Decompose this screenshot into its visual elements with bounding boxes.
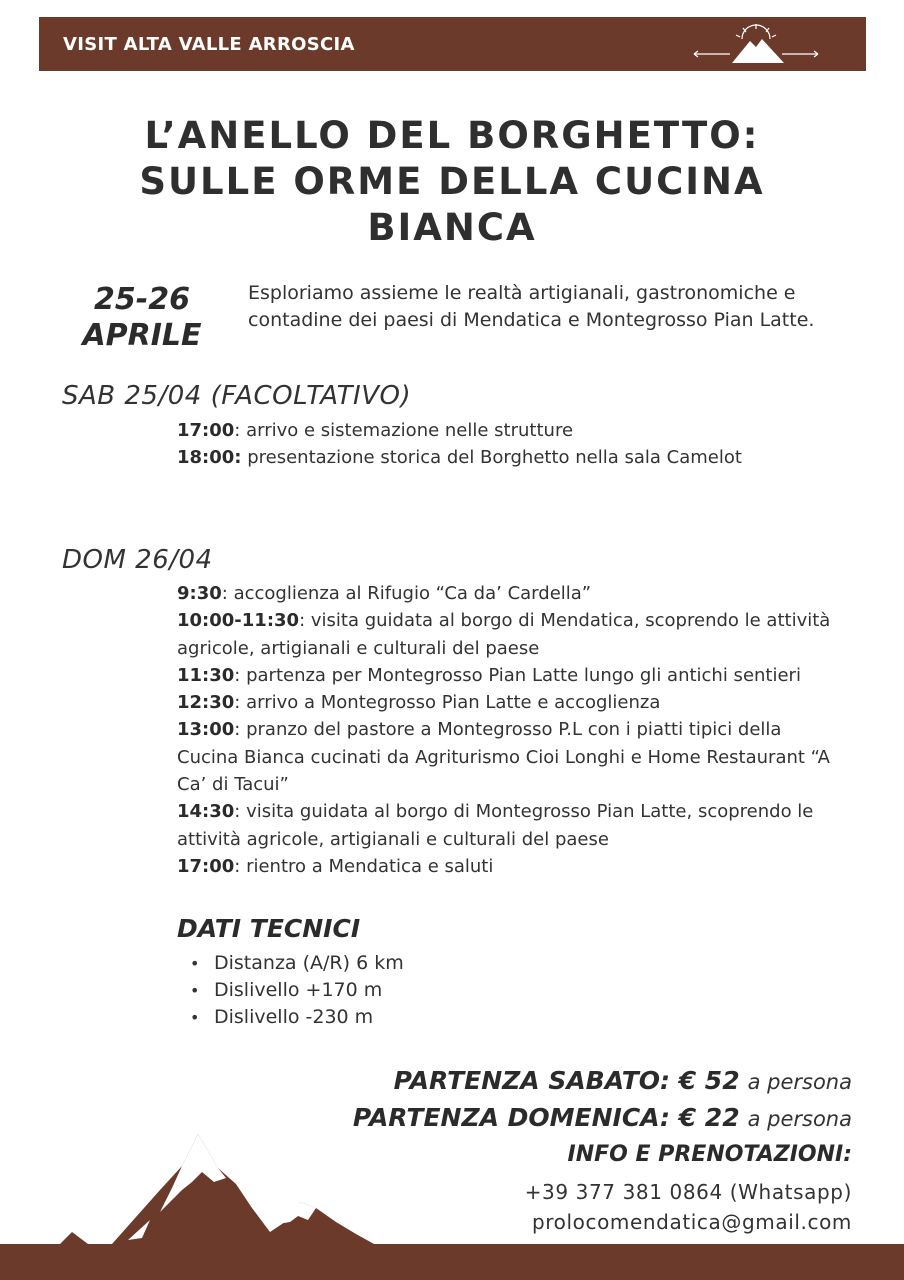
schedule-item [177, 607, 847, 662]
schedule-item [177, 798, 847, 853]
schedule-time: 14:30 [177, 801, 235, 823]
schedule-time: 12:30 [177, 692, 235, 714]
title-line: BIANCA [367, 206, 537, 249]
schedule-item [177, 662, 847, 689]
schedule-time: 10:00-11:30 [177, 610, 300, 632]
schedule-item [177, 689, 847, 716]
saturday-title: SAB 25/04 (FACOLTATIVO) [62, 381, 412, 411]
schedule-time: 17:00 [177, 855, 235, 877]
schedule-time: 11:30 [177, 664, 235, 686]
schedule-text: : partenza per Montegrosso Pian Latte lungo gli antichi sentieri [234, 664, 801, 686]
header-banner [39, 17, 866, 71]
schedule-item [177, 580, 847, 607]
intro-text: Esploriamo assieme le realtà artigianali, gastronomiche e contadine dei paesi di Mendatica e Montegrosso Pian Latte. [248, 282, 815, 331]
sunday-schedule [177, 580, 847, 880]
mountains-illustration-icon [0, 1128, 904, 1280]
page-title [80, 113, 824, 251]
title-line: L’ANELLO DEL BORGHETTO: [144, 114, 760, 157]
tech-item: • Distanza (A/R) 6 km [190, 950, 404, 977]
schedule-item [177, 444, 847, 471]
schedule-time: 9:30 [177, 583, 222, 604]
schedule-text: : accoglienza al Rifugio “Ca da’ Cardella” [221, 583, 592, 604]
header-title: VISIT ALTA VALLE ARROSCIA [63, 34, 355, 55]
schedule-text: : visita guidata al borgo di Mendatica, scoprendo le attività agricole, artigianali e culturali del paese [177, 610, 831, 659]
sunday-title: DOM 26/04 [62, 545, 213, 575]
contact-phone[interactable]: +39 377 381 0864 (Whatsapp) [524, 1180, 852, 1204]
schedule-time: 13:00 [177, 719, 235, 741]
info-title: INFO E PRENOTAZIONI: [567, 1142, 852, 1167]
price-unit: a persona [747, 1107, 852, 1131]
price-saturday [394, 1066, 852, 1095]
saturday-schedule [177, 417, 847, 472]
price-label: PARTENZA DOMENICA: € 22 [352, 1103, 740, 1132]
date-month: APRILE [82, 318, 202, 353]
schedule-time: 17:00 [177, 420, 235, 441]
schedule-item [177, 417, 847, 444]
schedule-item [177, 716, 847, 798]
tech-item: • Dislivello -230 m [190, 1004, 404, 1031]
schedule-text: : arrivo e sistemazione nelle strutture [234, 420, 574, 441]
tech-title: DATI TECNICI [177, 914, 361, 943]
date-days: 25-26 [94, 282, 190, 317]
event-date [62, 282, 222, 354]
mountain-sun-logo-icon [690, 23, 822, 67]
price-unit: a persona [747, 1070, 852, 1094]
tech-item: • Dislivello +170 m [190, 977, 404, 1004]
schedule-text: : rientro a Mendatica e saluti [234, 855, 494, 877]
schedule-text: : visita guidata al borgo di Montegrosso Pian Latte, scoprendo le attività agricole, artigianali e culturali del paese [177, 801, 814, 850]
tech-list [190, 950, 404, 1031]
schedule-text: : arrivo a Montegrosso Pian Latte e accoglienza [234, 692, 661, 714]
schedule-time: 18:00: [177, 447, 242, 469]
title-line: SULLE ORME DELLA CUCINA [139, 160, 765, 203]
schedule-text: : pranzo del pastore a Montegrosso P.L con i piatti tipici della Cucina Bianca cucinati da Agriturismo Cioi Longhi e Home Restaurant “A Ca’ di Tacui” [177, 719, 830, 796]
price-label: PARTENZA SABATO: € 52 [393, 1066, 740, 1095]
schedule-text: presentazione storica del Borghetto nella sala Camelot [241, 447, 742, 469]
contact-email[interactable]: prolocomendatica@gmail.com [531, 1210, 852, 1234]
schedule-item [177, 853, 847, 880]
